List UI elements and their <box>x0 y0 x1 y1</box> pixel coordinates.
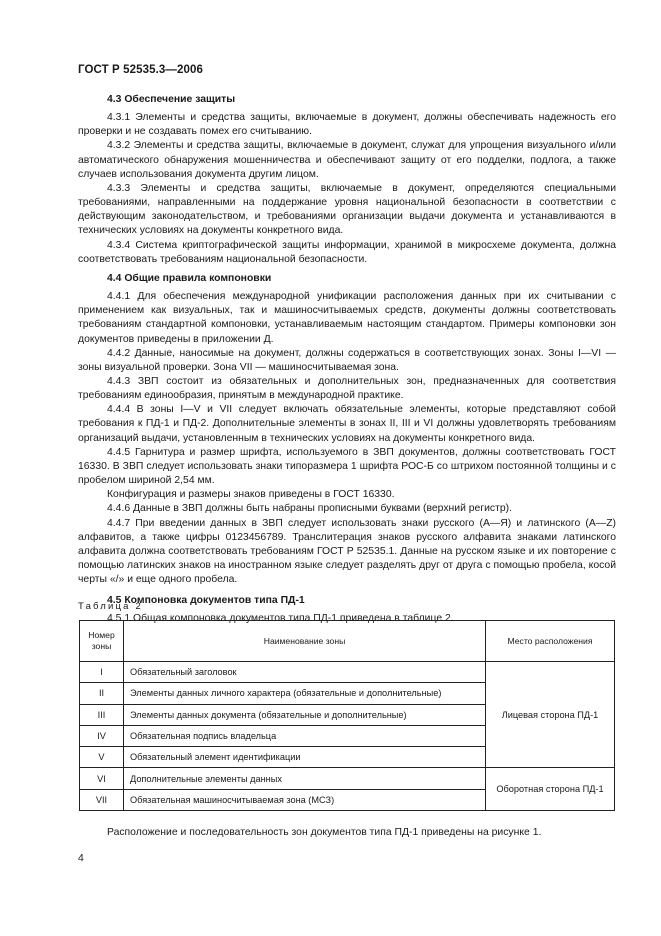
document-header: ГОСТ Р 52535.3—2006 <box>78 64 203 76</box>
zone-number: IV <box>80 725 124 746</box>
section-heading: 4.4 Общие правила компоновки <box>107 272 272 284</box>
zone-number: VII <box>80 789 124 810</box>
zone-number: II <box>80 683 124 704</box>
header-number: Номер зоны <box>80 621 124 662</box>
document-body <box>78 93 616 627</box>
paragraph: 4.4.7 При введении данных в ЗВП следует использовать знаки русского (А—Я) и латинского (А—Z) алфавитов, а также цифры 0123456789. Транслитерация знаков русского алфавита знаками латинского алфавита должна соответствовать требованиям ГОСТ Р 52535.1. Данные на русском языке и их повторение с помощью латинских знаков на иностранном языке следует разделять друг от друга с помощью пробела, косой черты «/» и еще одного пробела. <box>78 517 616 586</box>
zone-number: V <box>80 747 124 768</box>
page-number: 4 <box>78 853 84 864</box>
zone-number: III <box>80 704 124 725</box>
zone-name: Обязательная машиносчитываемая зона (МСЗ) <box>124 789 486 810</box>
table-row <box>80 662 615 683</box>
paragraph: 4.4.4 В зоны I—V и VII следует включать обязательные элементы, которые представляют собой требования к ПД-1 и ПД-2. Дополнительные элементы в зонах II, III и VI должны удовлетворять требованиям организаций выдачи, установленным в технических условиях на документы конкретного вида. <box>78 404 616 444</box>
zone-name: Элементы данных личного характера (обязательные и дополнительные) <box>124 683 486 704</box>
paragraph: 4.4.5 Гарнитура и размер шрифта, используемого в ЗВП документов, должны соответствовать ГОСТ 16330. В ЗВП следует использовать знаки типоразмера 1 шрифта РОС-Б со штрихом постоянной толщины и с пробелом шириной 2,54 мм. <box>78 446 616 487</box>
table-title: Таблица 2 <box>78 601 143 612</box>
zone-number: VI <box>80 768 124 789</box>
table-header-row <box>80 621 615 662</box>
zone-name: Элементы данных документа (обязательные и дополнительные) <box>124 704 486 725</box>
section-heading: 4.5 Компоновка документов типа ПД-1 <box>107 595 305 607</box>
paragraph: Конфигурация и размеры знаков приведены в ГОСТ 16330. <box>107 489 395 501</box>
section-heading: 4.3 Обеспечение защиты <box>107 94 236 105</box>
zones-table <box>79 620 615 811</box>
zone-location: Лицевая сторона ПД-1 <box>486 662 615 768</box>
table-row <box>80 768 615 789</box>
paragraph: 4.5.1 Общая компоновка документов типа ПД-1 приведена в таблице 2. <box>107 613 454 625</box>
zone-name: Дополнительные элементы данных <box>124 768 486 789</box>
zone-name: Обязательный заголовок <box>124 662 486 683</box>
zone-location: Оборотная сторона ПД-1 <box>486 768 615 811</box>
paragraph: 4.3.1 Элементы и средства защиты, включаемые в документ, должны обеспечивать надежность его проверки и не создавать помех его считыванию. <box>78 112 616 138</box>
zone-name: Обязательная подпись владельца <box>124 725 486 746</box>
paragraph: 4.4.6 Данные в ЗВП должны быть набраны прописными буквами (верхний регистр). <box>107 503 513 515</box>
zone-number: I <box>80 662 124 683</box>
paragraph: 4.3.4 Система криптографической защиты информации, хранимой в микросхеме документа, должна соответствовать требованиям национальной безопасности. <box>78 239 616 265</box>
header-location: Место расположения <box>486 621 615 662</box>
paragraph: 4.4.2 Данные, наносимые на документ, должны содержаться в соответствующих зонах. Зоны I—VI — зоны визуальной проверки. Зона VII — машиносчитываемая зона. <box>78 347 616 373</box>
zone-name: Обязательный элемент идентификации <box>124 747 486 768</box>
closing-paragraph: Расположение и последовательность зон документов типа ПД-1 приведены на рисунке 1. <box>107 827 542 838</box>
paragraph: 4.3.2 Элементы и средства защиты, включаемые в документ, служат для упрощения визуального и/или автоматического обнаружения мошенничества и обеспечивают защиту от его подделки, подлога, а также случаев использования документа другим лицом. <box>78 140 616 180</box>
paragraph: 4.4.3 ЗВП состоит из обязательных и дополнительных зон, предназначенных для соответствия требованиям единообразия, принятым в международной практике. <box>78 375 616 402</box>
paragraph: 4.3.3 Элементы и средства защиты, включаемые в документ, определяются специальными требованиями, направленными на поддержание уровня национальной безопасности в соответствии с действующим законодательством, и требованиями организации выдачи документа и устанавливаются в технических условиях на документы конкретного вида. <box>78 182 616 237</box>
paragraph: 4.4.1 Для обеспечения международной унификации расположения данных при их считывании с применением как визуальных, так и машиносчитываемых средств, документы должны соответствовать требованиям стандартной компоновки, устанавливаемым настоящим стандартом. Примеры компоновки зон документов приведены в приложении Д. <box>78 291 616 345</box>
header-name: Наименование зоны <box>124 621 486 662</box>
